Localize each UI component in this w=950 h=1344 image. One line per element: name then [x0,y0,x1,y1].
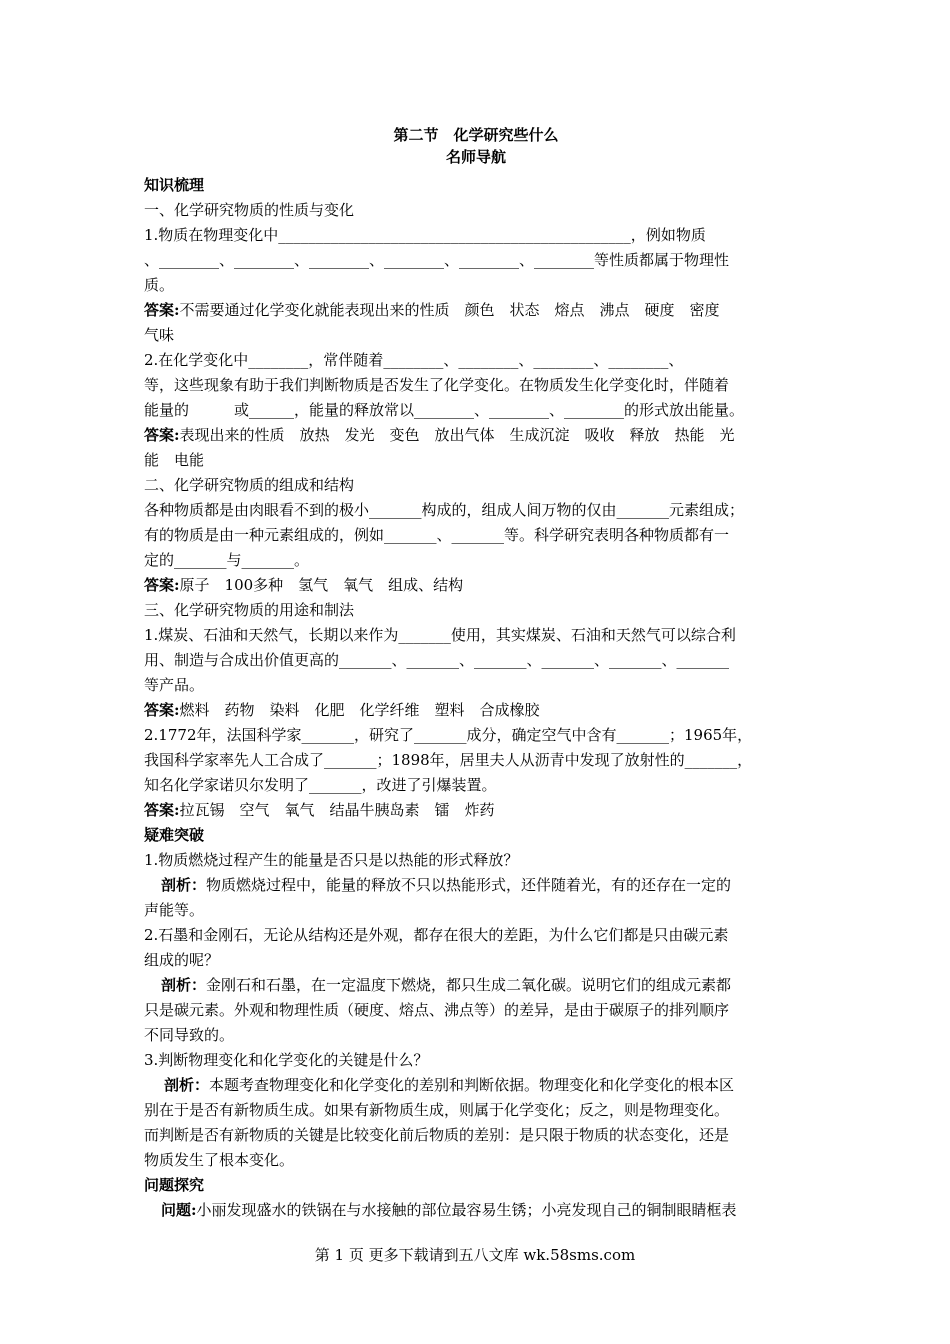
answer-label: 答案: [144,301,180,319]
question-line: 2.在化学变化中________，常伴随着________、________、________、________、 [144,351,684,369]
question-line: 知名化学家诺贝尔发明了_______，改进了引爆装置。 [144,776,497,794]
problem-label: 问题: [161,1201,197,1219]
question-line: 用、制造与合成出价值更高的_______、_______、_______、_______、_______、_______ [144,651,730,669]
answer-label: 答案: [144,801,180,819]
question-line: 等产品。 [144,676,205,694]
answer-line [144,698,808,723]
part-title-2: 二、化学研究物质的组成和结构 [144,476,355,494]
question-line: 质。 [144,276,175,294]
question-line: 2.1772年，法国科学家_______，研究了_______成分，确定空气中含有_______；1965年， [144,726,753,744]
question-line: 1.煤炭、石油和天然气，长期以来作为_______使用，其实煤炭、石油和天然气可以综合利 [144,626,736,644]
question-line: 1.物质燃烧过程产生的能量是否只是以热能的形式释放？ [144,851,519,869]
analysis-line [144,1073,808,1098]
question-line: 能量的 或______，能量的释放常以________、________、________的形式放出能量。 [144,401,745,419]
question-line: 3.判断物理变化和化学变化的关键是什么？ [144,1051,429,1069]
answer-text: 表现出来的性质 放热 发光 变色 放出气体 生成沉淀 吸收 释放 热能 光 [179,426,735,444]
answer-line: 能 电能 [144,451,205,469]
answer-text: 原子 100多种 氢气 氧气 组成、结构 [179,576,464,594]
answer-label: 答案: [144,701,180,719]
analysis-label: 剖析： [161,976,207,994]
question-line: 我国科学家率先人工合成了_______；1898年，居里夫人从沥青中发现了放射性的_______， [144,751,753,769]
analysis-text: 物质燃烧过程中，能量的释放不只以热能形式，还伴随着光，有的还存在一定的 [206,876,732,894]
answer-line [144,798,808,823]
analysis-line: 只是碳元素。外观和物理性质（硬度、熔点、沸点等）的差异，是由于碳原子的排列顺序 [144,1001,730,1019]
answer-label: 答案: [144,426,180,444]
analysis-line: 而判断是否有新物质的关键是比较变化前后物质的差别：是只限于物质的状态变化，还是 [144,1126,730,1144]
question-line: 有的物质是由一种元素组成的，例如_______、_______等。科学研究表明各种物质都有一 [144,526,730,544]
analysis-label: 剖析： [164,1076,210,1094]
analysis-line [144,873,808,898]
analysis-line [144,973,808,998]
question-line: 1.物质在物理变化中_______________________________________________，例如物质 [144,226,706,244]
problem-text: 小丽发现盛水的铁锅在与水接触的部位最容易生锈；小亮发现自己的铜制眼睛框表 [196,1201,737,1219]
question-line: 、________、________、________、________、________、________等性质都属于物理性 [144,251,730,269]
question-line: 等，这些现象有助于我们判断物质是否发生了化学变化。在物质发生化学变化时，伴随着 [144,376,730,394]
section-heading-exploration: 问题探究 [144,1176,205,1194]
document-page [144,124,808,1223]
answer-text: 不需要通过化学变化就能表现出来的性质 颜色 状态 熔点 沸点 硬度 密度 [179,301,720,319]
analysis-line: 不同导致的。 [144,1026,235,1044]
answer-text: 燃料 药物 染料 化肥 化学纤维 塑料 合成橡胶 [179,701,540,719]
question-line: 定的_______与_______。 [144,551,310,569]
analysis-text: 金刚石和石墨，在一定温度下燃烧，都只生成二氧化碳。说明它们的组成元素都 [206,976,732,994]
analysis-line: 别在于是否有新物质生成。如果有新物质生成，则属于化学变化；反之，则是物理变化。 [144,1101,730,1119]
analysis-label: 剖析： [161,876,207,894]
part-title-1: 一、化学研究物质的性质与变化 [144,201,355,219]
section-heading-knowledge: 知识梳理 [144,176,205,194]
question-line: 组成的呢？ [144,951,220,969]
answer-line [144,298,808,323]
analysis-line: 声能等。 [144,901,205,919]
answer-text: 拉瓦锡 空气 氧气 结晶牛胰岛素 镭 炸药 [179,801,495,819]
answer-line [144,573,808,598]
analysis-line: 物质发生了根本变化。 [144,1151,295,1169]
problem-line [144,1198,808,1223]
answer-line [144,423,808,448]
question-line: 2.石墨和金刚石，无论从结构还是外观，都存在很大的差距，为什么它们都是只由碳元素 [144,926,729,944]
section-heading-difficulties: 疑难突破 [144,826,205,844]
page-footer: 第 1 页 更多下载请到五八文库 wk.58sms.com [314,1246,636,1264]
analysis-text: 本题考查物理变化和化学变化的差别和判断依据。物理变化和化学变化的根本区 [209,1076,735,1094]
answer-line: 气味 [144,326,175,344]
question-line: 各种物质都是由肉眼看不到的极小_______构成的，组成人间万物的仅由_______元素组成； [144,501,745,519]
page-subtitle: 名师导航 [445,148,506,166]
answer-label: 答案: [144,576,180,594]
page-title: 第二节 化学研究些什么 [393,126,559,144]
part-title-3: 三、化学研究物质的用途和制法 [144,601,355,619]
